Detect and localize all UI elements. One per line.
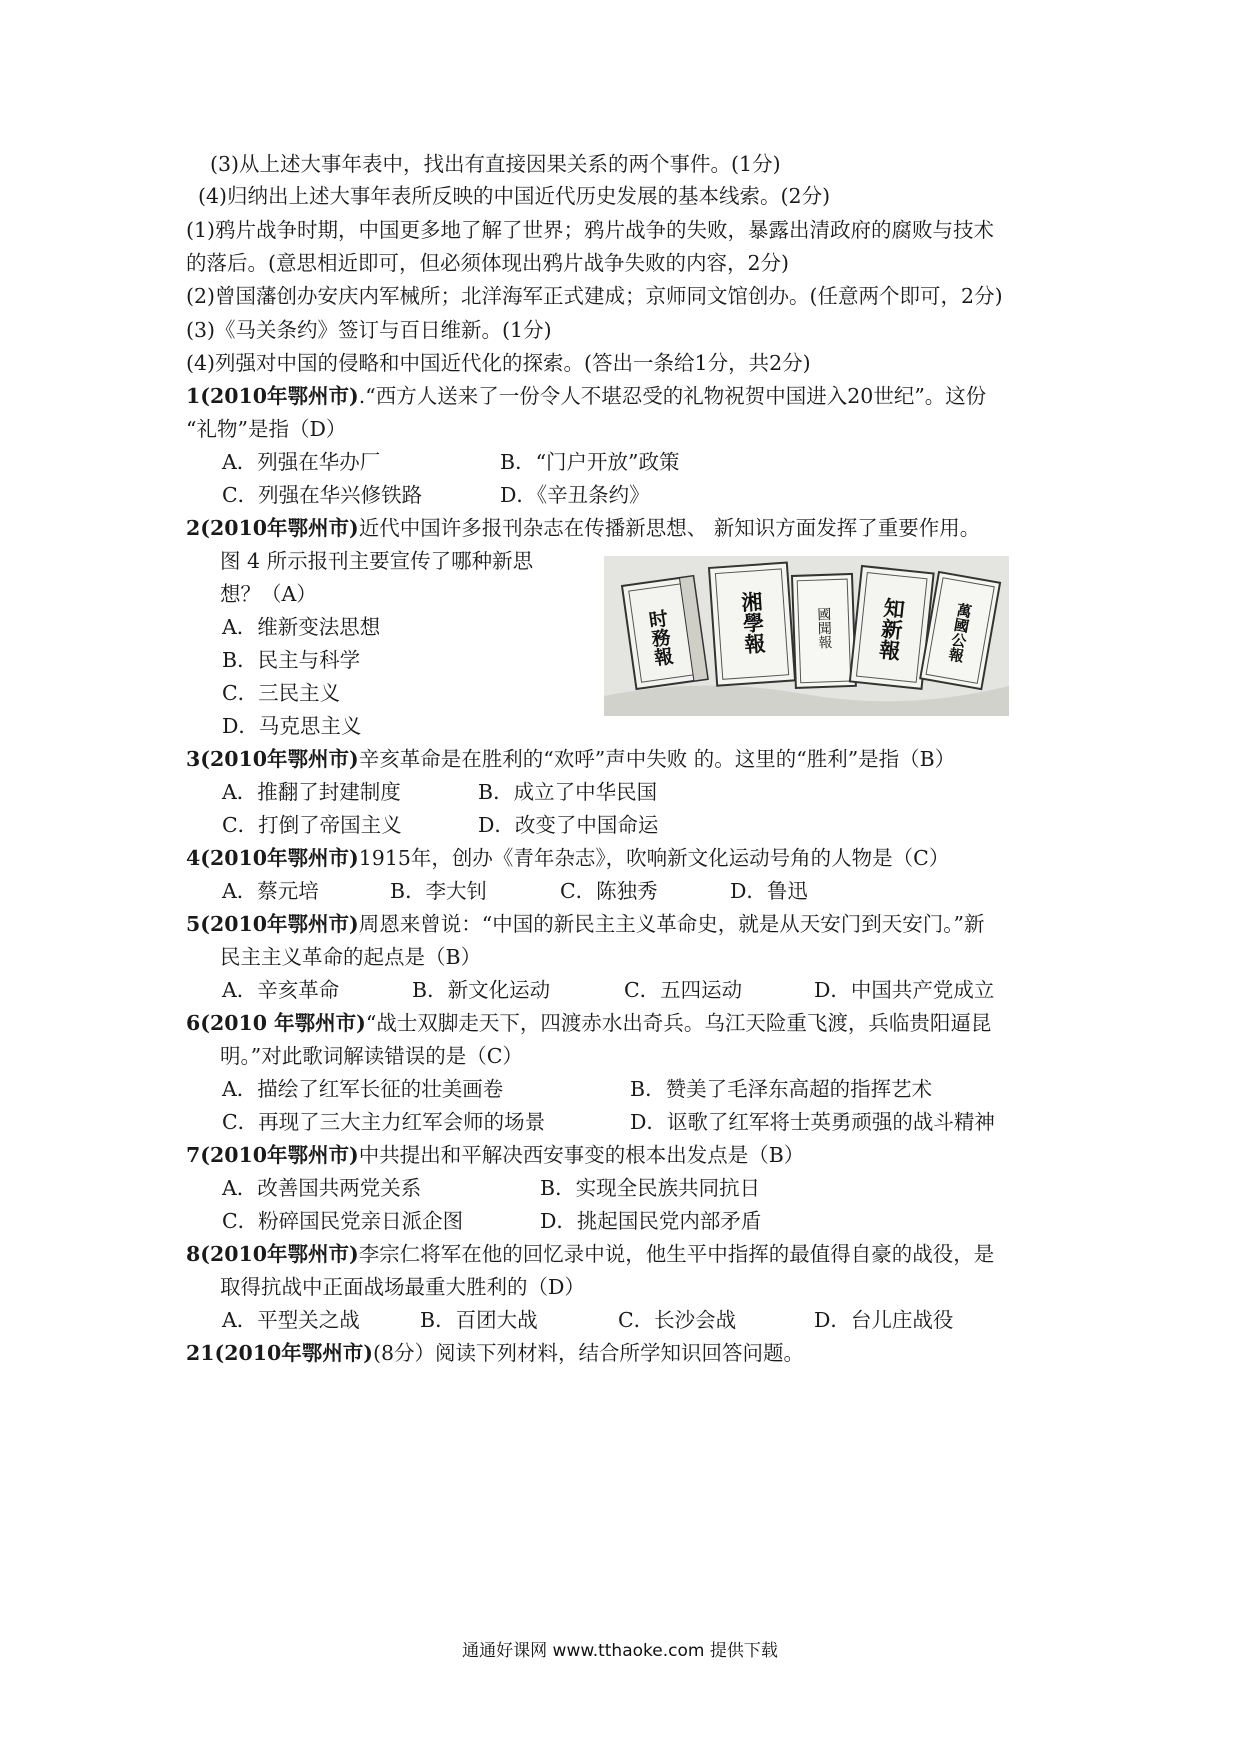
q4-option-a: A．蔡元培: [222, 879, 319, 903]
question-8-line-2: 取得抗战中正面战场最重大胜利的（D）: [220, 1275, 585, 1299]
newspaper-title-2: 湘學報: [738, 590, 768, 655]
q8-option-d: D．台儿庄战役: [814, 1308, 954, 1332]
newspaper-3: [792, 574, 856, 688]
q1-option-d: D．《辛丑条约》: [500, 483, 650, 507]
question-text: .“西方人送来了一份令人不堪忍受的礼物祝贺中国进入20世纪”。这份: [358, 384, 987, 408]
question-4: [186, 842, 1066, 875]
question-tag: (2010年鄂州市): [200, 846, 359, 870]
question-2-line-2: 图 4 所示报刊主要宣传了哪种新思: [220, 549, 534, 573]
q5-option-b: B．新文化运动: [412, 978, 551, 1002]
q8-option-c: C．长沙会战: [618, 1308, 737, 1332]
question-3: [186, 743, 1066, 776]
q7-option-b: B．实现全民族共同抗日: [540, 1176, 761, 1200]
newspaper-title-3: 知新報: [875, 596, 908, 662]
question-text: 李宗仁将军在他的回忆录中说，他生平中指挥的最值得自豪的战役，是: [358, 1242, 995, 1266]
question-number: 3: [186, 747, 201, 771]
q5-option-a: A．辛亥革命: [222, 978, 340, 1002]
question-text: 近代中国许多报刊杂志在传播新思想、 新知识方面发挥了重要作用。: [358, 516, 981, 540]
intro-line-2: (4)归纳出上述大事年表所反映的中国近代历史发展的基本线索。(2分): [198, 184, 831, 208]
newspaper-2: [709, 563, 795, 686]
q5-option-c: C．五四运动: [624, 978, 743, 1002]
intro-line-4: 的落后。(意思相近即可，但必须体现出鸦片战争失败的内容，2分): [186, 251, 790, 275]
question-7: [186, 1139, 1066, 1172]
question-text: 1915年，创办《青年杂志》，吹响新文化运动号角的人物是（C）: [358, 846, 950, 870]
q1-option-c: C．列强在华兴修铁路: [222, 483, 423, 507]
question-5-line-2: 民主主义革命的起点是（B）: [220, 945, 482, 969]
question-text: (8分）阅读下列材料，结合所学知识回答问题。: [373, 1341, 805, 1365]
intro-line-5: (2)曾国藩创办安庆内军械所；北洋海军正式建成；京师同文馆创办。(任意两个即可，2分): [186, 284, 1003, 308]
q7-option-a: A．改善国共两党关系: [222, 1176, 422, 1200]
q6-option-c: C．再现了三大主力红军会师的场景: [222, 1110, 546, 1134]
newspaper-title-4: 萬國公報: [945, 601, 974, 664]
q3-option-d: D．改变了中国命运: [478, 813, 659, 837]
question-6: [186, 1007, 1066, 1040]
q3-option-b: B．成立了中华民国: [478, 780, 658, 804]
q8-option-b: B．百团大战: [420, 1308, 538, 1332]
question-tag: (2010年鄂州市): [200, 1143, 359, 1167]
question-number: 21: [186, 1341, 215, 1365]
question-number: 5: [186, 912, 201, 936]
q2-option-d: D．马克思主义: [222, 714, 362, 738]
q6-option-a: A．描绘了红军长征的壮美画卷: [222, 1077, 504, 1101]
intro-line-1: (3)从上述大事年表中，找出有直接因果关系的两个事件。(1分): [210, 152, 781, 176]
question-tag: (2010年鄂州市): [200, 747, 359, 771]
q3-option-a: A．推翻了封建制度: [222, 780, 401, 804]
newspaper-1: [622, 576, 708, 689]
q2-option-a: A．维新变法思想: [222, 615, 381, 639]
question-tag: (2010年鄂州市): [214, 1341, 373, 1365]
q6-option-b: B．赞美了毛泽东高超的指挥艺术: [630, 1077, 933, 1101]
question-5: [186, 908, 1066, 941]
question-tag: (2010年鄂州市): [200, 384, 359, 408]
question-tag: (2010年鄂州市): [200, 912, 359, 936]
question-tag: (2010年鄂州市): [200, 1242, 359, 1266]
newspaper-title-1: 时務報: [644, 608, 675, 668]
newspapers-figure: [604, 556, 1009, 716]
newspapers-illustration: [604, 556, 1009, 716]
question-text: 中共提出和平解决西安事变的根本出发点是（B）: [358, 1143, 805, 1167]
question-tag: (2010 年鄂州市): [200, 1011, 366, 1035]
q2-option-c: C．三民主义: [222, 681, 341, 705]
question-number: 6: [186, 1011, 201, 1035]
intro-line-3: (1)鸦片战争时期，中国更多地了解了世界；鸦片战争的失败，暴露出清政府的腐败与技术: [186, 218, 995, 242]
q8-option-a: A．平型关之战: [222, 1308, 360, 1332]
page-footer: 通通好课网 www.tthaoke.com 提供下载: [462, 1641, 778, 1661]
question-number: 2: [186, 516, 201, 540]
q5-option-d: D．中国共产党成立: [814, 978, 995, 1002]
question-1: [186, 380, 1066, 413]
intro-line-6: (3)《马关条约》签订与百日维新。(1分): [186, 318, 552, 342]
q2-option-b: B．民主与科学: [222, 648, 361, 672]
question-number: 7: [186, 1143, 201, 1167]
q1-option-a: A．列强在华办厂: [222, 450, 381, 474]
q7-option-d: D．挑起国民党内部矛盾: [540, 1209, 762, 1233]
question-tag: (2010年鄂州市): [200, 516, 359, 540]
newspaper-title-5: 國聞報: [815, 606, 833, 650]
q4-option-c: C．陈独秀: [560, 879, 658, 903]
q3-option-c: C．打倒了帝国主义: [222, 813, 402, 837]
question-1-line-2: “礼物”是指（D）: [186, 417, 347, 441]
question-2-line-3: 想？（A）: [220, 582, 317, 606]
question-number: 1: [186, 384, 201, 408]
q4-option-b: B．李大钊: [390, 879, 488, 903]
question-2: [186, 512, 1066, 545]
question-text: “战士双脚走天下，四渡赤水出奇兵。乌江天险重飞渡，兵临贵阳逼昆: [365, 1011, 992, 1035]
question-8: [186, 1238, 1066, 1271]
q7-option-c: C．粉碎国民党亲日派企图: [222, 1209, 464, 1233]
question-21: [186, 1337, 1066, 1370]
question-6-line-2: 明。”对此歌词解读错误的是（C）: [220, 1044, 523, 1068]
question-text: 周恩来曾说：“中国的新民主主义革命史，就是从天安门到天安门。”新: [358, 912, 985, 936]
question-number: 4: [186, 846, 201, 870]
question-number: 8: [186, 1242, 201, 1266]
q1-option-b: B．“门户开放”政策: [500, 450, 680, 474]
q4-option-d: D．鲁迅: [730, 879, 808, 903]
intro-line-7: (4)列强对中国的侵略和中国近代化的探索。(答出一条给1分，共2分): [186, 351, 811, 375]
question-text: 辛亥革命是在胜利的“欢呼”声中失败 的。这里的“胜利”是指（B）: [358, 747, 956, 771]
q6-option-d: D．讴歌了红军将士英勇顽强的战斗精神: [630, 1110, 995, 1134]
